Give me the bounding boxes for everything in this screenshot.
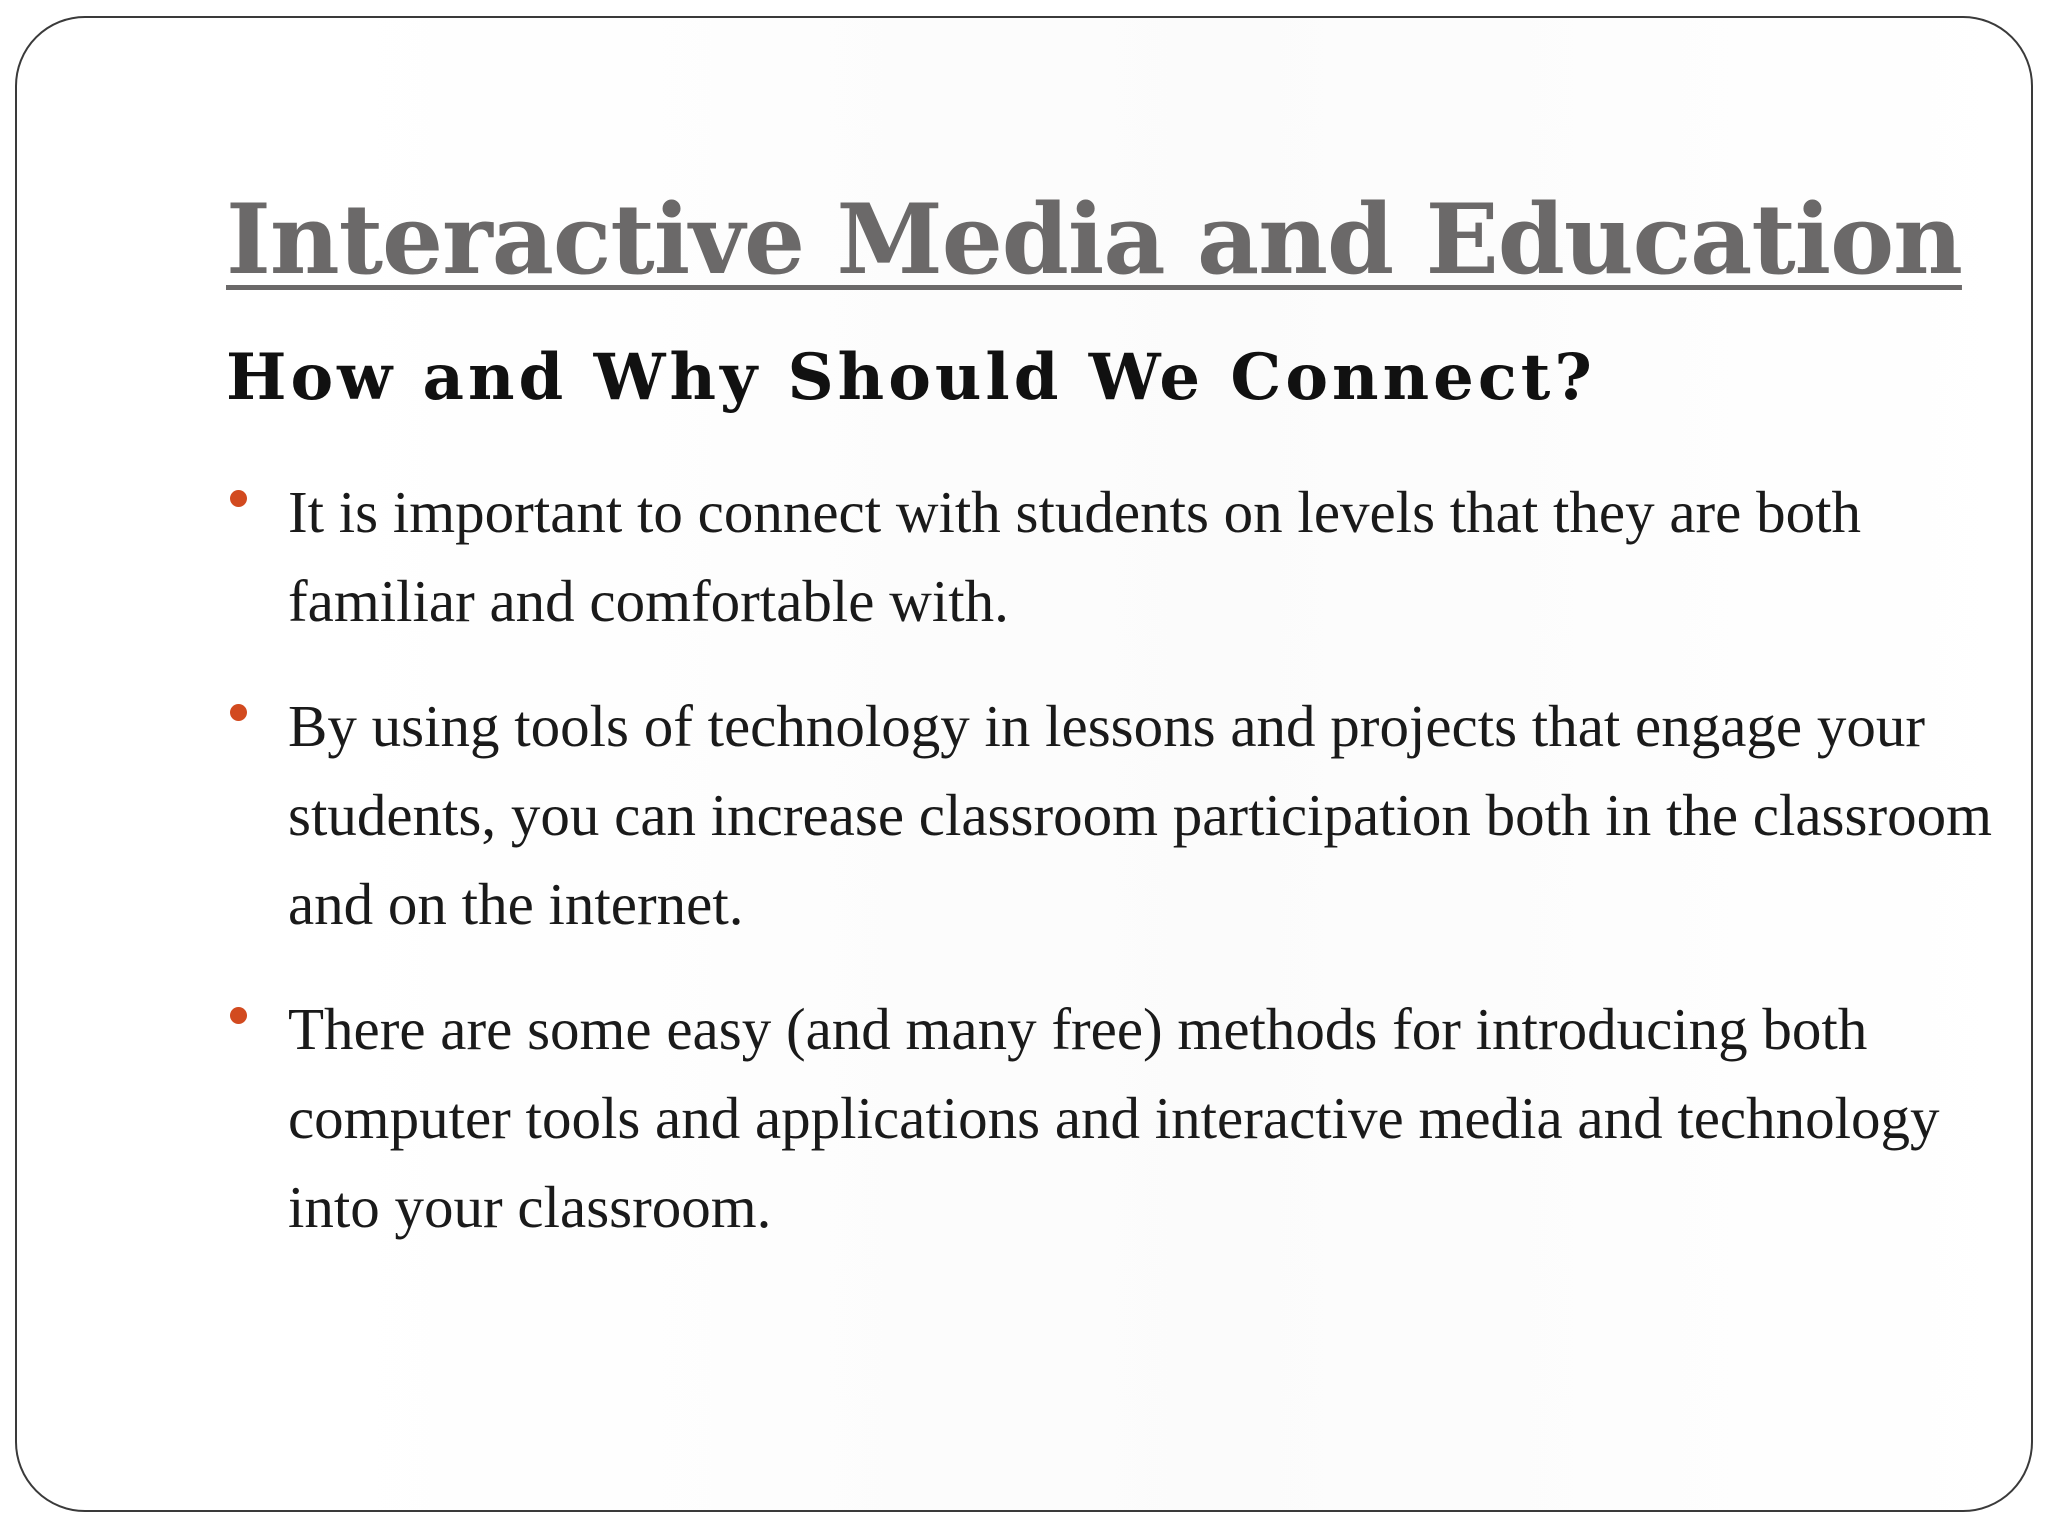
bullet-text: There are some easy (and many free) methods for introducing both computer tools and applications and interactive media and technology into your classroom. <box>288 996 1940 1240</box>
bullet-text: It is important to connect with students on levels that they are both familiar and comfortable with. <box>288 479 1862 634</box>
bullet-item <box>226 985 2016 1252</box>
bullet-list <box>226 468 2016 1288</box>
slide-subtitle: How and Why Should We Connect? <box>226 340 1596 415</box>
slide-title: Interactive Media and Education <box>226 183 1962 296</box>
bullet-dot-icon <box>230 490 247 507</box>
bullet-text: By using tools of technology in lessons and projects that engage your students, you can increase classroom participation both in the classroom and on the internet. <box>288 693 1992 937</box>
bullet-item <box>226 468 2016 646</box>
bullet-dot-icon <box>230 704 247 721</box>
bullet-dot-icon <box>230 1007 247 1024</box>
bullet-item <box>226 682 2016 949</box>
